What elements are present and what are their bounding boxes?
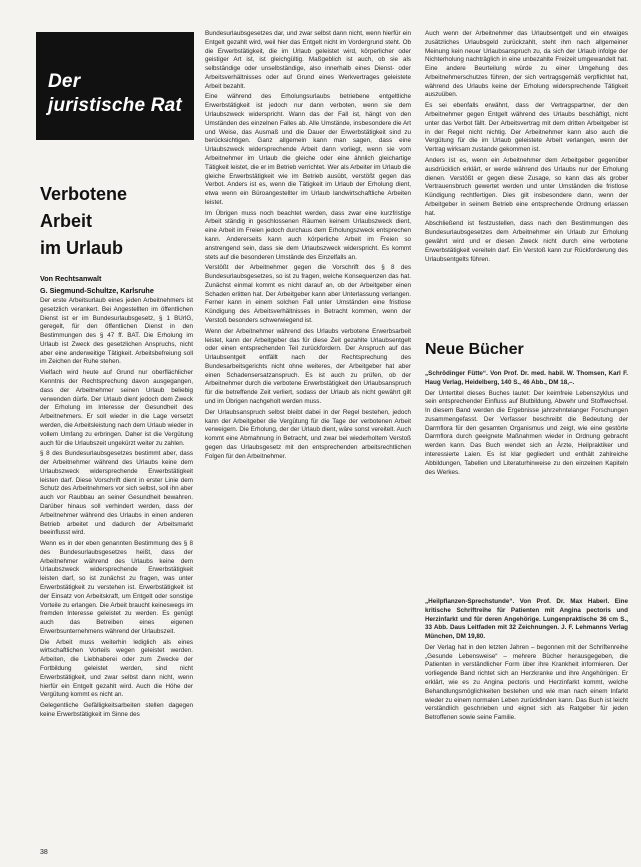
book-review bbox=[425, 598, 628, 828]
paragraph: Es sei ebenfalls erwähnt, dass der Vertragspartner, der den Arbeitnehmer gegen Entgelt während des Urlaubs beschäftigt, nicht unter das Verbot fällt. Der Arbeitsvertrag mit dem dritten Arbeitgeber ist in der Regel nicht nichtig. Der Arbeitnehmer kann also auch die Vergütung für die im Urlaub geleistete Arbeit verlangen, wenn der Vertrag wirksam zustande gekommen ist. bbox=[425, 102, 628, 154]
paragraph: Im Übrigen muss noch beachtet werden, dass zwar eine kurzfristige Arbeit ständig in geschlossenen Räumen keinem Urlaubszweck dient, eine Arbeit im Freien jedoch durchaus dem Erholungszweck entsprechen kann. Andererseits kann auch körperliche Arbeit im Freien so anstrengend sein, dass sie dem Urlaubszweck widerspricht. Es kommt stets auf die besonderen Umstände des Einzelfalls an. bbox=[205, 209, 411, 261]
article-column-3 bbox=[425, 30, 628, 834]
rubric-line-2: juristische Rat bbox=[48, 95, 182, 116]
paragraph: Der Urlaubsanspruch selbst bleibt dabei in der Regel bestehen, jedoch kann der Arbeitgeber die Vergütung für die Tage der verbotenen Arbeit verweigern. Die Erholung, der der Urlaub dient, wäre sonst vereitelt. Auch kommt eine Abmahnung in Betracht, und zwar bei wiederholtem Verstoß gegen das Urlaubsgesetz mit den entsprechenden arbeitsrechtlichen Folgen für den Arbeitnehmer. bbox=[205, 408, 411, 460]
paragraph: Eine während des Erholungsurlaubs betriebene entgeltliche Erwerbstätigkeit ist jedoch nur dann verboten, wenn sie dem Urlaubszweck widerspricht. Wann das der Fall ist, hängt von den Umständen des einzelnen Falles ab. Alle Umstände, insbesondere die Art und Weise, das Ausmaß und die Dauer der Erwerbstätigkeit sind zu berücksichtigen. Ganz allgemein kann man sagen, dass eine Urlaubszweck widersprechende Arbeit dann vorliegt, wenn sie vom Arbeitnehmer im Urlaub die gleiche oder eine ähnlich gleichartige Tätigkeit leistet, die er im Betrieb verrichtet. Wer als Arbeiter im Urlaub die gleiche Erwerbstätigkeit wie im Betrieb ausübt, verstößt gegen das Verbot. Anders ist es, wenn die Tätigkeit im Urlaub der Erholung dient, etwa wenn ein Büroangestellter im Urlaub landwirtschaftliche Arbeiten leistet. bbox=[205, 93, 411, 206]
headline-line-1: Verbotene bbox=[40, 184, 128, 204]
book-review bbox=[425, 370, 628, 588]
byline-author: G. Siegmund-Schultze, Karlsruhe bbox=[40, 286, 154, 295]
article-column-1 bbox=[40, 297, 193, 842]
section-heading-books: Neue Bücher bbox=[425, 341, 524, 358]
article-byline bbox=[40, 273, 200, 297]
paragraph: Wenn der Arbeitnehmer während des Urlaubs verbotene Erwerbsarbeit leistet, kann der Arbeitgeber das für diese Zeit gezahlte Urlaubsentgelt oder einen entsprechenden Teil zurückfordern. Der Anspruch auf das Urlaubsentgelt entfällt nach der Rechtsprechung des Bundesarbeitsgerichts nicht ohne weiteres, der Arbeitgeber hat aber einen Schadensersatzanspruch. Es ist auch zu prüfen, ob der Arbeitnehmer durch die verbotene Erwerbstätigkeit den Urlaubsanspruch für die betreffende Zeit verliert, sodass der Urlaub als nicht gewährt gilt und im Übrigen nachgeholt werden muss. bbox=[205, 327, 411, 406]
paragraph: Verstößt der Arbeitnehmer gegen die Vorschrift des § 8 des Bundesurlaubsgesetzes, so ist zu fragen, welche Konsequenzen das hat. Zunächst einmal kommt es nicht darauf an, ob der Arbeitgeber einen Schaden erlitten hat. Der Arbeitgeber kann aber Unterlassung verlangen. Ferner kann in einem solchen Fall unter Umständen eine fristlose Kündigung des Arbeitsverhältnisses in Betracht kommen, wenn der Verstoß besonders schwerwiegend ist. bbox=[205, 264, 411, 324]
paragraph: Abschließend ist festzustellen, dass nach den Bestimmungen des Bundesurlaubsgesetzes dem Arbeitnehmer ein Urlaub zur Erholung gewährt wird und er diesen Zweck nicht durch eine verbotene Erwerbstätigkeit vereiteln darf. Ein Verstoß kann zur Rückforderung des Urlaubsentgelts führen. bbox=[425, 220, 628, 263]
page-number: 38 bbox=[40, 849, 48, 856]
article-continuation bbox=[425, 30, 628, 326]
paragraph: Wenn es in der eben genannten Bestimmung des § 8 des Bundesurlaubsgesetzes heißt, dass der Arbeitnehmer während des Urlaubs keine dem Urlaubszweck widersprechende Erwerbstätigkeit leisten darf, so ist zunächst zu fragen, was unter Erwerbstätigkeit zu verstehen ist. Erwerbstätigkeit ist der Einsatz von Arbeitskraft, um Entgelt oder sonstige Vorteile zu erlangen. Die Arbeit braucht keineswegs im fremden Interesse geleistet zu werden. Es genügt auch das Betreiben eines eigenen Erwerbsunternehmens während der Urlaubszeit. bbox=[40, 540, 193, 635]
paragraph: Bundesurlaubsgesetzes dar, und zwar selbst dann nicht, wenn hierfür ein Entgelt gezahlt wird, weil hier das Entgelt nicht im Vordergrund steht. Ob die Erwerbstätigkeit, die im Urlaub geleistet wird, körperlicher oder geistiger Art ist, ist gleichgültig. Maßgeblich ist auch, ob sie als selbständige oder unselbständige, also innerhalb eines Dienst- oder Arbeitsverhältnisses oder auf Grund eines Werkvertrages geleistete Arbeit bezahlt. bbox=[205, 30, 411, 90]
paragraph: Die Arbeit muss weiterhin lediglich als eines wirtschaftlichen Vorteils wegen geleistet werden. Arbeiten, die Liebhaberei oder zum Zwecke der Fortbildung geleistet werden, sind nicht Erwerbstätigkeit, und zwar selbst dann nicht, wenn hierfür ein Entgelt gezahlt wird. Auch die Höhe der Vergütung kommt es nicht an. bbox=[40, 638, 193, 699]
byline-line-1: Von Rechtsanwalt bbox=[40, 274, 102, 283]
headline-line-3: im Urlaub bbox=[40, 238, 124, 258]
book-title: „Schrödinger Fütte“. Von Prof. Dr. med. habil. W. Thomsen, Karl F. Haug Verlag, Heidelberg, 140 S., 46 Abb., DM 18,–. bbox=[425, 370, 628, 386]
paragraph: Auch wenn der Arbeitnehmer das Urlaubsentgelt und ein etwaiges zusätzliches Urlaubsgeld zurückzahlt, steht ihm nach allgemeiner Meinung kein neuer Urlaubsanspruch zu, da sich der Urlaub infolge der Nichterholung nachträglich in eine unbezahlte Freizeit umgewandelt hat. Eine andere Beurteilung würde zu einer Umgehung des Arbeitnehmerschutzes führen, der sich vertragsgemäß verpflichtet hat, während des Urlaubs keine der Erholung widersprechende Tätigkeit auszuüben. bbox=[425, 30, 628, 99]
paragraph: Vielfach wird heute auf Grund nur oberflächlicher Kenntnis der Rechtsprechung davon ausgegangen, dass der Arbeitnehmer seinen Urlaub beliebig verwenden dürfe. Der Urlaub dient jedoch dem Zweck der Erholung im Interesse der Gesundheit des Arbeitnehmers. Er soll wieder in die Lage versetzt werden, die Arbeitsleistung nach dem Urlaub wieder in vollem Umfang zu erbringen. Daher ist die Vergütung auch für die Urlaubszeit ungekürzt weiter zu zahlen. bbox=[40, 369, 193, 447]
paragraph: Anders ist es, wenn ein Arbeitnehmer dem Arbeitgeber gegenüber ausdrücklich erklärt, er werde während des Urlaubs nur der Erholung dienen. Verstößt er gegen diese Zusage, so kann das als grober Vertrauensbruch gewertet werden und unter Umständen die fristlose Kündigung rechtfertigen. Dies gilt insbesondere dann, wenn der Arbeitgeber in seinem Betrieb eine entsprechende Ordnung erlassen hat. bbox=[425, 156, 628, 217]
book-title: „Heilpflanzen-Sprechstunde“. Von Prof. Dr. Max Haberl. Eine kritische Schriftreihe für Patienten mit Angina pectoris und Herzinfarkt und für deren Angehörige. Lungenpraktische 36 cm S., 33 Abb. Daus Leitfaden mit 32 Zeichnungen. J. F. Lehmanns Verlag München, DM 19,80. bbox=[425, 598, 628, 641]
book-review-text: Der Verlag hat in den letzten Jahren – begonnen mit der Schriftenreihe „Gesunde Lebensweise“ – mehrere Bücher herausgegeben, die Patienten in verständlicher Form über ihre Krankheit informieren. Der vorliegende Band richtet sich an Herzkranke und ihre Angehörigen. Er erklärt, wie es zu Angina pectoris und Herzinfarkt kommt, welche Behandlungsmöglichkeiten bestehen und wie man nach einem Infarkt wieder zu einem normalen Leben zurückfinden kann. Das Buch ist leicht verständlich geschrieben und eignet sich als Ratgeber für jeden Betroffenen sowie seine Familie. bbox=[425, 643, 628, 722]
article-column-2 bbox=[205, 30, 411, 840]
paragraph: § 8 des Bundesurlaubsgesetzes bestimmt aber, dass der Arbeitnehmer während des Urlaubs keine dem Urlaubszweck widersprechende Erwerbstätigkeit leisten darf. Diese Vorschrift dient in erster Linie dem Schutz des Arbeitnehmers vor sich selbst, soll ihn aber auch vor Raubbau an seiner Gesundheit bewahren. Darüber hinaus soll verhindert werden, dass der Arbeitnehmer während des Urlaubs in einen anderen Betrieb arbeitet und dadurch der Arbeitsmarkt beeinflusst wird. bbox=[40, 450, 193, 537]
paragraph: Gelegentliche Gefälligkeitsarbeiten stellen dagegen keine Erwerbstätigkeit im Sinne des bbox=[40, 702, 193, 718]
rubric-box bbox=[36, 32, 194, 140]
paragraph: Der erste Arbeitsurlaub eines jeden Arbeitnehmers ist gesetzlich verankert. Bei Angestellten im öffentlichen Dienst ist er im Bundesurlaubsgesetz, § 1 BUrlG, geregelt, für den öffentlichen Dienst in den Bestimmungen des § 47 ff. BAT. Die Erholung im Urlaub ist Zweck des gesetzlichen Anspruchs, nicht aber eine anderweitige Tätigkeit. Arbeitsbefreiung soll im Zeichen der Ruhe stehen. bbox=[40, 297, 193, 366]
rubric-line-1: Der bbox=[48, 71, 81, 92]
headline-line-2: Arbeit bbox=[40, 211, 93, 231]
article-headline bbox=[40, 181, 190, 262]
book-review-text: Der Untertitel dieses Buches lautet: Der keimfreie Lebenszyklus und sein entsprechender Einfluss auf Blutbildung, Abwehr und Stoffwechsel. In diesem Band werden die Ergebnisse jahrzehntelanger Forschungen zusammengefasst. Der Verfasser beschreibt die Bedeutung der Darmflora für den gesamten Organismus und zeigt, wie eine gestörte Darmflora durch geeignete Maßnahmen wieder in Ordnung gebracht werden kann. Das Buch wendet sich an Ärzte, Heilpraktiker und interessierte Laien. Es ist klar gegliedert und enthält zahlreiche Abbildungen, Tabellen und Literaturhinweise zu den einzelnen Kapiteln des Werkes. bbox=[425, 389, 628, 476]
